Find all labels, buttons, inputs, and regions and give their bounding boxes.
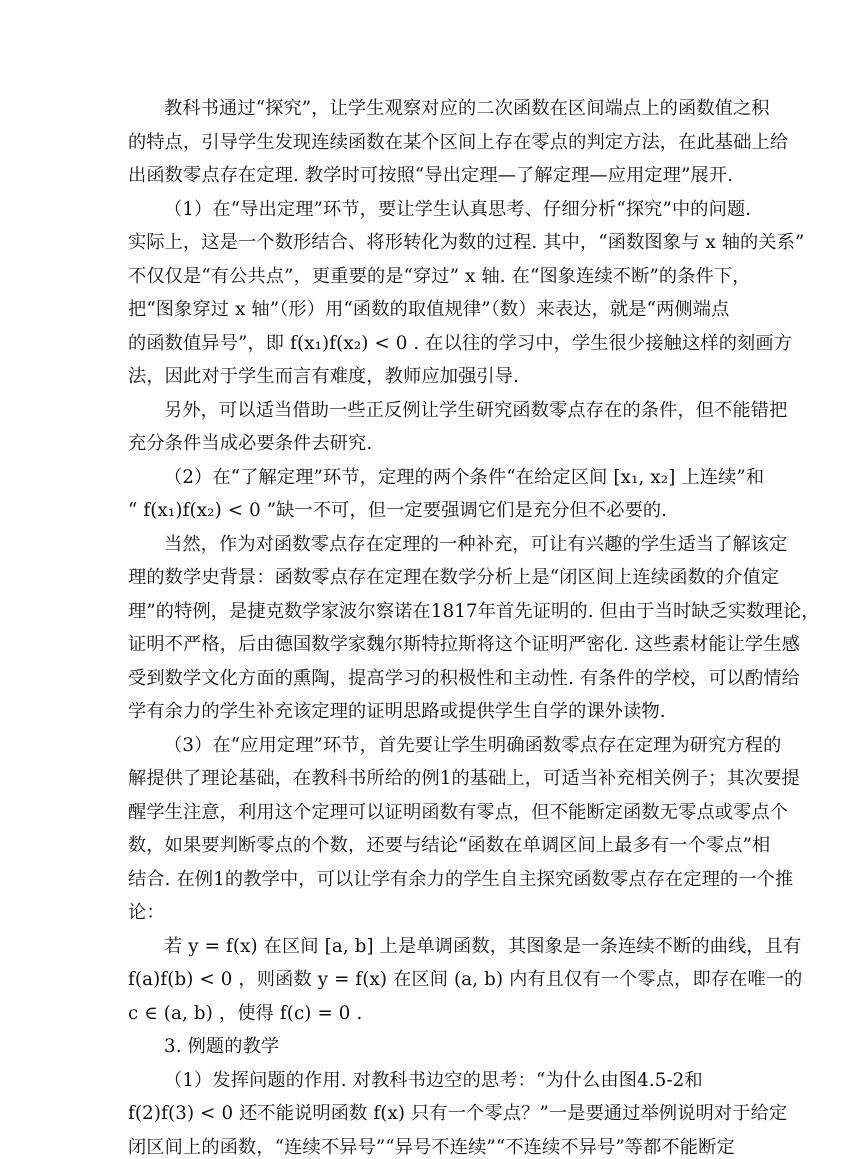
paragraph-line: （2）在“了解定理”环节，定理的两个条件“在给定区间 [x₁, x₂] 上连续”和 — [164, 466, 765, 488]
paragraph-line: 证明不严格，后由德国数学家魏尔斯特拉斯将这个证明严密化. 这些素材能让学生感 — [128, 634, 801, 655]
section-heading: 3. 例题的教学 — [164, 1036, 280, 1057]
paragraph-line: 教科书通过“探究”，让学生观察对应的二次函数在区间端点上的函数值之积 — [164, 98, 770, 119]
paragraph-line: 受到数学文化方面的熏陶，提高学习的积极性和主动性. 有条件的学校，可以酌情给 — [128, 667, 801, 689]
theorem-line: f(a)f(b) < 0 ，则函数 y = f(x) 在区间 (a, b) 内有且仅有一个零点，即存在唯一的 — [128, 969, 803, 990]
paragraph-line: 学有余力的学生补充该定理的证明思路或提供学生自学的课外读物. — [128, 701, 666, 722]
paragraph-line: 理的数学史背景：函数零点存在定理在数学分析上是“闭区间上连续函数的介值定 — [128, 567, 780, 588]
paragraph-line: 不仅仅是“有公共点”，更重要的是“穿过” x 轴. 在“图象连续不断”的条件下， — [128, 265, 751, 287]
paragraph-line: f(2)f(3) < 0 还不能说明函数 f(x) 只有一个零点？”一是要通过举例说明对于给定 — [128, 1103, 788, 1124]
paragraph-line: 闭区间上的函数，“连续不异号”“异号不连续”“不连续不异号”等都不能断定 — [128, 1136, 735, 1158]
paragraph-line: 数，如果要判断零点的个数，还要与结论“函数在单调区间上最多有一个零点”相 — [128, 835, 771, 856]
paragraph-line: （3）在“应用定理”环节，首先要让学生明确函数零点存在定理为研究方程的 — [164, 734, 782, 756]
paragraph-line: 的函数值异号”，即 f(x₁)f(x₂) < 0 . 在以往的学习中，学生很少接触这样的刻画方 — [128, 332, 793, 354]
paragraph-line: 解提供了理论基础，在教科书所给的例1的基础上，可适当补充相关例子；其次要提 — [128, 768, 800, 789]
paragraph-line: 实际上，这是一个数形结合、将形转化为数的过程. 其中，“函数图象与 x 轴的关系” — [128, 232, 805, 253]
theorem-line: c ∈ (a, b) ，使得 f(c) = 0 . — [128, 1002, 363, 1024]
paragraph-line: 出函数零点存在定理. 教学时可按照“导出定理—了解定理—应用定理”展开. — [128, 165, 734, 186]
paragraph-line: 把“图象穿过 x 轴”（形）用“函数的取值规律”（数）来表达，就是“两侧端点 — [128, 299, 730, 320]
paragraph-line: （1）发挥问题的作用. 对教科书边空的思考：“为什么由图4.5-2和 — [164, 1069, 703, 1091]
paragraph-line: 当然，作为对函数零点存在定理的一种补充，可让有兴趣的学生适当了解该定 — [164, 533, 788, 555]
paragraph-line: 结合. 在例1的教学中，可以让学有余力的学生自主探究函数零点存在定理的一个推 — [128, 868, 794, 890]
paragraph-line: 论： — [128, 902, 165, 923]
paragraph-line: （1）在“导出定理”环节，要让学生认真思考、仔细分析“探究”中的问题. — [164, 198, 752, 220]
paragraph-line: “ f(x₁)f(x₂) < 0 ”缺一不可，但一定要强调它们是充分但不必要的. — [128, 500, 668, 521]
paragraph-line: 理”的特例，是捷克数学家波尔察诺在1817年首先证明的. 但由于当时缺乏实数理论， — [128, 600, 820, 622]
theorem-line: 若 y = f(x) 在区间 [a, b] 上是单调函数，其图象是一条连续不断的曲线，且有 — [164, 935, 802, 957]
paragraph-line: 法，因此对于学生而言有难度，教师应加强引导. — [128, 366, 520, 387]
paragraph-line: 的特点，引导学生发现连续函数在某个区间上存在零点的判定方法，在此基础上给 — [128, 131, 789, 153]
paragraph-line: 醒学生注意，利用这个定理可以证明函数有零点，但不能断定函数无零点或零点个 — [128, 801, 789, 823]
paragraph-line: 另外，可以适当借助一些正反例让学生研究函数零点存在的条件，但不能错把 — [164, 399, 788, 421]
paragraph-line: 充分条件当成必要条件去研究. — [128, 433, 373, 454]
